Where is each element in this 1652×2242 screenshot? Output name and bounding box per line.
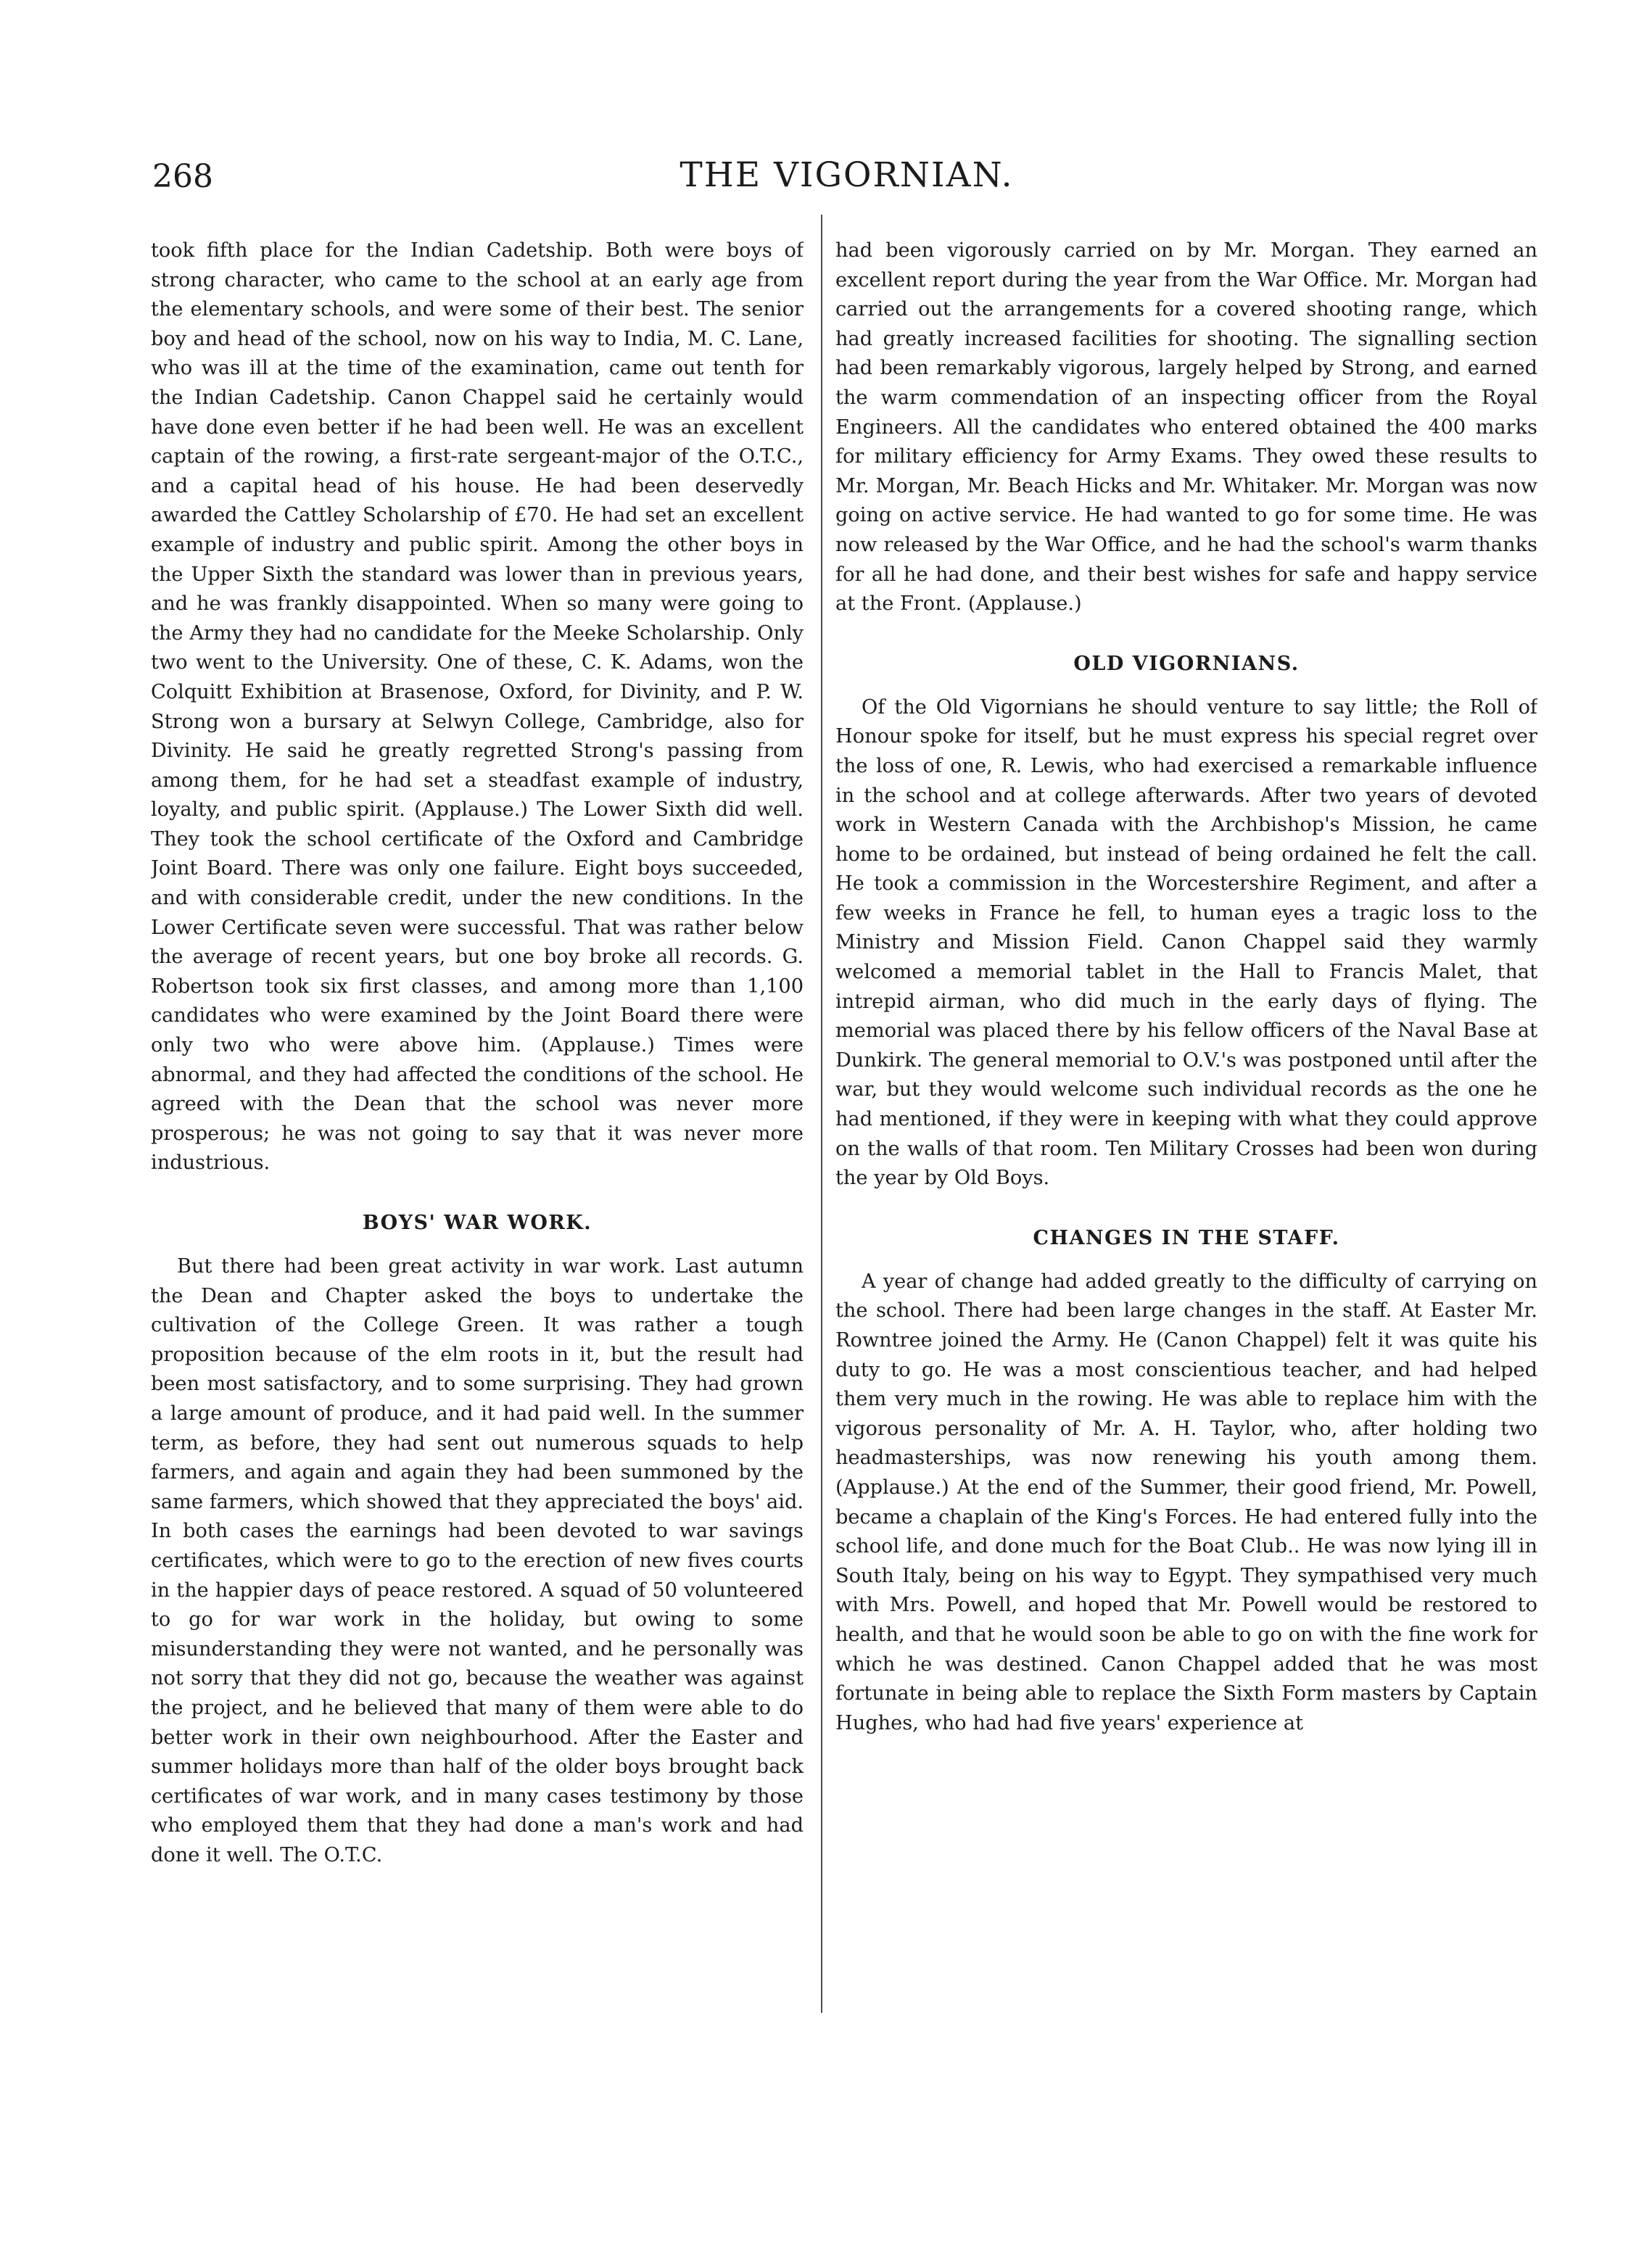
section-heading-old-vigornians: OLD VIGORNIANS. [1073,652,1300,675]
paragraph: took fifth place for the Indian Cadetship. Both were boys of strong character, who came to the school at an early age from the elementary schools, and were some of their best. The senior boy and head of the school, now on his way to India, M. C. Lane, who was ill at the time of the examination, came out tenth for the Indian Cadetship. Canon Chappel said he certainly would have done even better if he had been well. He was an excellent captain of the rowing, a first-rate sergeant-major of the O.T.C., and a capital head of his house. He had been deservedly awarded the Cattley Scholarship of £70. He had set an excellent example of industry and public spirit. Among the other boys in the Upper Sixth the standard was lower than in previous years, and he was frankly disappointed. When so many were going to the Army they had no candidate for the Meeke Scholarship. Only two went to the University. One of these, C. K. Adams, won the Colquitt Exhibition at Brasenose, Oxford, for Divinity, and P. W. Strong won a bursary at Selwyn College, Cambridge, also for Divinity. He said he greatly regretted Strong's passing from among them, for he had set a steadfast example of industry, loyalty, and public spirit. (Applause.) The Lower Sixth did well. They took the school certificate of the Oxford and Cambridge Joint Board. There was only one failure. Eight boys succeeded, and with considerable credit, under the new conditions. In the Lower Certificate seven were successful. That was rather below the average of recent years, but one boy broke all records. G. Robertson took six first classes, and among more than 1,100 candidates who were examined by the Joint Board there were only two who were above him. (Applause.) Times were abnormal, and they had affected the conditions of the school. He agreed with the Dean that the school was never more prosperous; he was not going to say that it was never more industrious. [151,239,804,1175]
paragraph: A year of change had added greatly to the difficulty of carrying on the school. There had been large changes in the staff. At Easter Mr. Rowntree joined the Army. He (Canon Chappel) felt it was quite his duty to go. He was a most conscientious teacher, and had helped them very much in the rowing. He was able to replace him with the vigorous personality of Mr. A. H. Taylor, who, after holding two headmasterships, was now renewing his youth among them. (Applause.) At the end of the Summer, their good friend, Mr. Powell, became a chaplain of the King's Forces. He had entered fully into the school life, and done much for the Boat Club.. He was now lying ill in South Italy, being on his way to Egypt. They sympathised very much with Mrs. Powell, and hoped that Mr. Powell would be restored to health, and that he would soon be able to go on with the fine work for which he was destined. Canon Chappel added that he was most fortunate in being able to replace the Sixth Form masters by Captain Hughes, who had had five years' experience at [835,1270,1537,1734]
paragraph: Of the Old Vigornians he should venture to say little; the Roll of Honour spoke for itself, but he must express his special regret over the loss of one, R. Lewis, who had exercised a remarkable influence in the school and at college afterwards. After two years of devoted work in Western Canada with the Archbishop's Mission, he came home to be ordained, but instead of being ordained he felt the call. He took a commission in the Worcestershire Regiment, and after a few weeks in France he fell, to human eyes a tragic loss to the Ministry and Mission Field. Canon Chappel said they warmly welcomed a memorial tablet in the Hall to Francis Malet, that intrepid airman, who did much in the early days of flying. The memorial was placed there by his fellow officers of the Naval Base at Dunkirk. The general memorial to O.V.'s was postponed until after the war, but they would welcome such individual records as the one he had mentioned, if they were in keeping with what they could approve on the walls of that room. Ten Military Crosses had been won during the year by Old Boys. [835,695,1537,1190]
right-column [835,236,1537,2006]
section-heading-boys-war-work: BOYS' WAR WORK. [362,1212,592,1234]
paragraph: But there had been great activity in war work. Last autumn the Dean and Chapter asked the boys to undertake the cultivation of the College Green. It was rather a tough proposition because of the elm roots in it, but the result had been most satisfactory, and to some surprising. They had grown a large amount of produce, and it had paid well. In the summer term, as before, they had sent out numerous squads to help farmers, and again and again they had been summoned by the same farmers, which showed that they appreciated the boys' aid. In both cases the earnings had been devoted to war savings certificates, which were to go to the erection of new fives courts in the happier days of peace restored. A squad of 50 volunteered to go for war work in the holiday, but owing to some misunderstanding they were not wanted, and he personally was not sorry that they did not go, because the weather was against the project, and he believed that many of them were able to do better work in their own neighbourhood. After the Easter and summer holidays more than half of the older boys brought back certificates of war work, and in many cases testimony by those who employed them that they had done a man's work and had done it well. The O.T.C. [151,1255,804,1866]
page-header [152,154,1541,212]
left-column [151,236,804,2006]
column-divider [821,215,822,2013]
paragraph: had been vigorously carried on by Mr. Morgan. They earned an excellent report during the year from the War Office. Mr. Morgan had carried out the arrangements for a covered shooting range, which had greatly increased facilities for shooting. The signalling section had been remarkably vigorous, largely helped by Strong, and earned the warm commendation of an inspecting officer from the Royal Engineers. All the candidates who entered obtained the 400 marks for military efficiency for Army Exams. They owed these results to Mr. Morgan, Mr. Beach Hicks and Mr. Whitaker. Mr. Morgan was now going on active service. He had wanted to go for some time. He was now released by the War Office, and he had the school's warm thanks for all he had done, and their best wishes for safe and happy service at the Front. (Applause.) [835,239,1537,616]
journal-title: THE VIGORNIAN. [680,155,1014,195]
section-heading-changes-in-staff: CHANGES IN THE STAFF. [1033,1226,1340,1249]
page-number: 268 [152,158,213,195]
